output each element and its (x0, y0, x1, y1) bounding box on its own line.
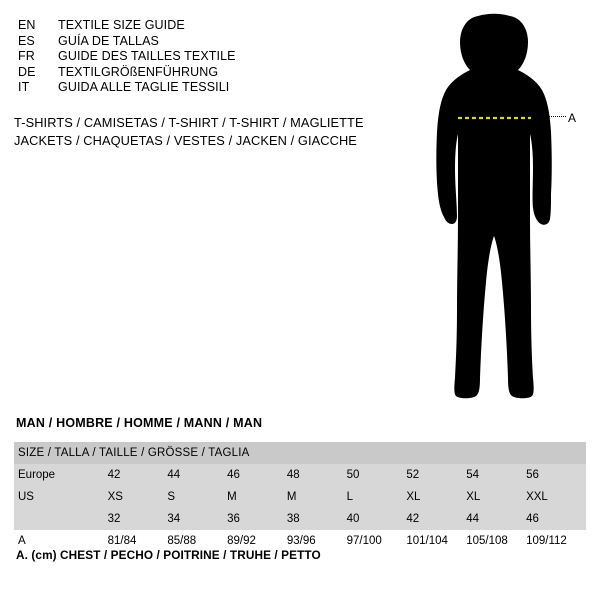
cell: 101/104 (406, 535, 448, 547)
cell: 50 (346, 469, 360, 481)
category-line-jackets: JACKETS / CHAQUETAS / VESTES / JACKEN / GIACCHE (14, 133, 357, 148)
table-row (14, 508, 586, 530)
language-code: ES (18, 33, 35, 48)
cell: M (227, 491, 237, 503)
cell: 54 (466, 469, 480, 481)
footnote-chest: A. (cm) CHEST / PECHO / POITRINE / TRUHE / PETTO (16, 548, 321, 562)
language-title: TEXTILE SIZE GUIDE (58, 18, 185, 32)
cell: 105/108 (466, 535, 508, 547)
language-row (18, 80, 348, 96)
language-row (18, 34, 348, 50)
cell: 89/92 (227, 535, 256, 547)
cell: 38 (286, 513, 300, 525)
male-silhouette-figure (400, 8, 590, 408)
cell: 42 (406, 513, 420, 525)
cell: 97/100 (346, 535, 382, 547)
language-code: FR (18, 49, 35, 63)
cell: 81/84 (107, 535, 137, 547)
cell: 40 (346, 513, 360, 525)
table-header-row (14, 442, 586, 464)
measure-leader-line (548, 116, 566, 117)
cell: L (346, 491, 353, 503)
category-line-tshirts: T-SHIRTS / CAMISETAS / T-SHIRT / T-SHIRT / MAGLIETTE (14, 115, 364, 130)
cell: 36 (227, 513, 240, 525)
row-label: Europe (18, 469, 56, 481)
category-block (14, 114, 374, 150)
cell: 44 (466, 513, 480, 525)
cell: XXL (526, 491, 548, 503)
language-row (18, 65, 348, 81)
cell: S (167, 491, 175, 503)
row-label (14, 508, 108, 530)
cell: 48 (286, 469, 300, 481)
measure-label-a: A (568, 111, 577, 125)
row-label: A (18, 535, 26, 547)
cell: 93/96 (286, 535, 316, 547)
cell: 34 (167, 513, 181, 525)
language-code: IT (18, 80, 30, 94)
cell: XL (466, 491, 481, 503)
cell: 46 (526, 513, 539, 525)
language-code: EN (18, 18, 36, 32)
table-row (14, 486, 586, 508)
cell: 42 (107, 469, 121, 481)
cell: 46 (227, 469, 240, 481)
language-title-block (18, 18, 348, 96)
cell: 32 (107, 513, 121, 525)
language-code: DE (18, 64, 36, 79)
cell: 44 (167, 469, 181, 481)
cell: XS (107, 491, 123, 503)
cell: 56 (526, 469, 539, 481)
language-title: GUIDA ALLE TAGLIE TESSILI (58, 80, 230, 94)
cell: 85/88 (167, 535, 197, 547)
cell: 52 (406, 469, 420, 481)
table-row (14, 464, 586, 486)
size-table (14, 442, 586, 552)
cell: M (286, 491, 297, 503)
language-title: TEXTILGRÖßENFÜHRUNG (58, 64, 219, 79)
language-row (18, 49, 348, 65)
cell: 109/112 (526, 535, 567, 547)
language-row (18, 18, 348, 34)
chest-measure-line (400, 8, 590, 408)
table-header-cell: SIZE / TALLA / TAILLE / GRÖSSE / TAGLIA (18, 447, 250, 459)
table-group-label: MAN / HOMBRE / HOMME / MANN / MAN (16, 416, 263, 430)
row-label: US (18, 491, 34, 503)
cell: XL (406, 491, 421, 503)
language-title: GUÍA DE TALLAS (58, 33, 159, 48)
language-title: GUIDE DES TAILLES TEXTILE (58, 49, 236, 63)
